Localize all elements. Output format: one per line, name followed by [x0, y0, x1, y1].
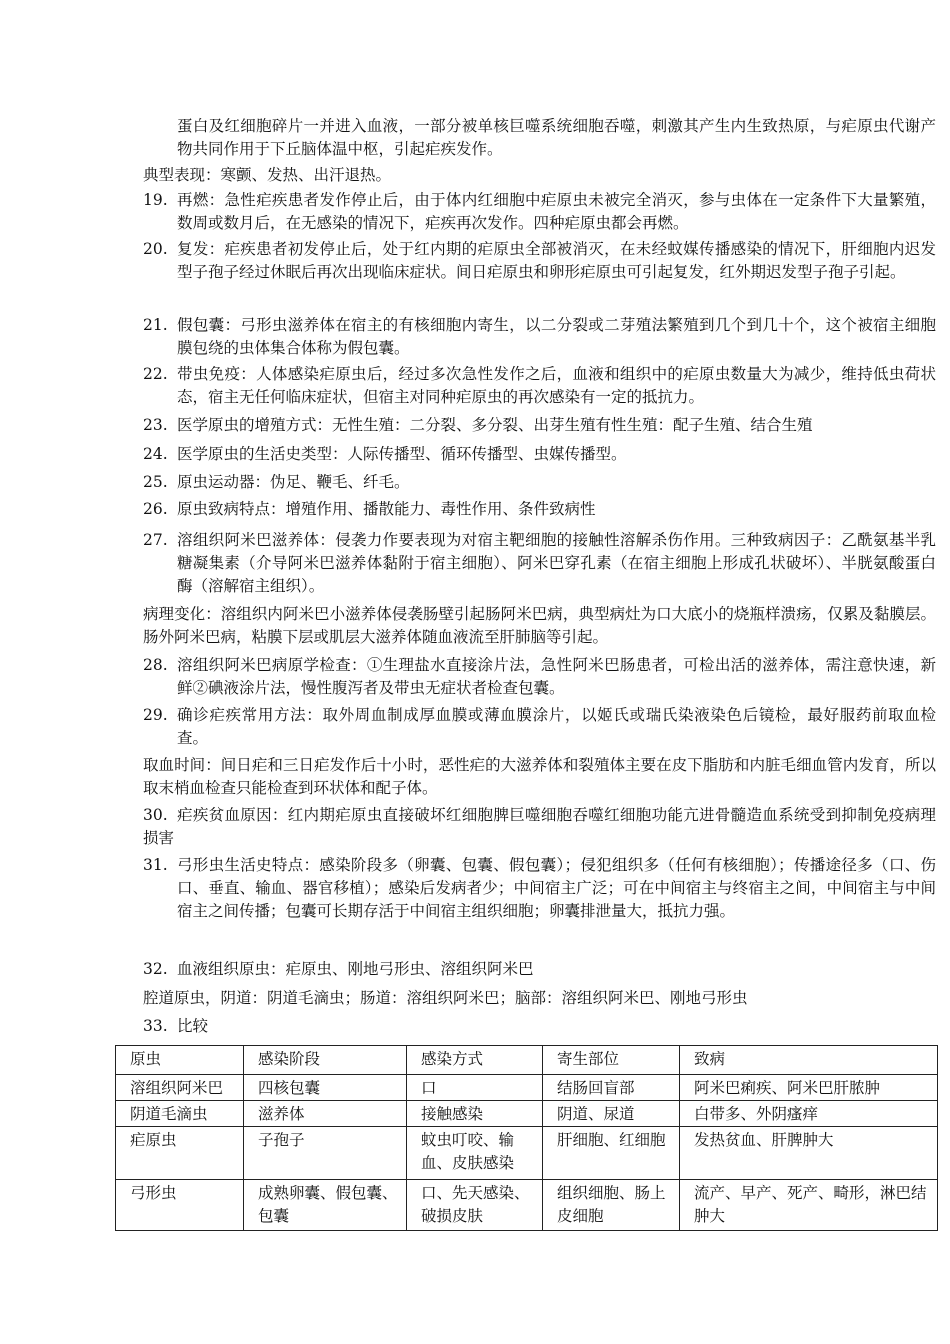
item-21-pseudocyst: 假包囊：弓形虫滋养体在宿主的有核细胞内寄生，以二分裂或二芽殖法繁殖到几个到几十个，这个被宿主细胞膜包绕的虫体集合体称为假包囊。	[177, 316, 936, 357]
item-26-pathogenicity: 原虫致病特点：增殖作用、播散能力、毒性作用、条件致病性	[177, 500, 596, 518]
table-cell: 子孢子	[244, 1127, 407, 1180]
item-number: 26.	[143, 500, 168, 518]
item-number: 29.	[143, 706, 168, 724]
table-cell: 口、先天感染、破损皮肤	[407, 1180, 543, 1231]
item-number: 27.	[143, 531, 168, 549]
table-header-row	[116, 1046, 938, 1075]
item-number: 24.	[143, 445, 168, 463]
item-24-life-cycle-types: 医学原虫的生活史类型：人际传播型、循环传播型、虫媒传播型。	[177, 445, 627, 463]
item-25-locomotion: 原虫运动器：伪足、鞭毛、纤毛。	[177, 473, 410, 491]
table-cell: 成熟卵囊、假包囊、包囊	[244, 1180, 407, 1231]
item-number: 25.	[143, 473, 168, 491]
typical-symptoms: 典型表现：寒颤、发热、出汗退热。	[143, 166, 392, 184]
item-number: 33.	[143, 1017, 168, 1035]
table-row	[116, 1127, 938, 1180]
table-cell: 组织细胞、肠上皮细胞	[543, 1180, 680, 1231]
item-number: 21.	[143, 316, 168, 334]
item-27-trophozoite: 溶组织阿米巴滋养体：侵袭力作要表现为对宿主靶细胞的接触性溶解杀伤作用。三种致病因子：乙酰氨基半乳糖凝集素（介导阿米巴滋养体黏附于宿主细胞）、阿米巴穿孔素（在宿主细胞上形成孔状破坏）、半胱氨酸蛋白酶（溶解宿主组织）。	[177, 531, 936, 595]
table-header-cell: 感染方式	[407, 1046, 543, 1075]
item-number: 30.	[143, 806, 168, 824]
item-number: 31.	[143, 856, 168, 874]
table-cell: 弓形虫	[116, 1180, 244, 1231]
lumen-protozoa: 腔道原虫，阴道：阴道毛滴虫；肠道：溶组织阿米巴；脑部：溶组织阿米巴、刚地弓形虫	[143, 989, 748, 1007]
item-30-anemia: 疟疾贫血原因：红内期疟原虫直接破坏红细胞脾巨噬细胞吞噬红细胞功能亢进骨髓造血系统受到抑制免疫病理损害	[143, 806, 936, 847]
pathology-paragraph: 病理变化：溶组织内阿米巴小滋养体侵袭肠壁引起肠阿米巴病，典型病灶为口大底小的烧瓶样溃疡，仅累及黏膜层。肠外阿米巴病，粘膜下层或肌层大滋养体随血液流至肝肺脑等引起。	[143, 605, 936, 646]
item-19-recrudescence: 再燃：急性疟疾患者发作停止后，由于体内红细胞中疟原虫未被完全消灭，参与虫体在一定条件下大量繁殖，数周或数月后，在无感染的情况下，疟疾再次发作。四种疟原虫都会再燃。	[177, 191, 936, 232]
table-header-cell: 感染阶段	[244, 1046, 407, 1075]
table-header-cell: 致病	[680, 1046, 938, 1075]
table-cell: 口	[407, 1075, 543, 1101]
blood-sampling-time: 取血时间：间日疟和三日疟发作后十小时，恶性疟的大滋养体和裂殖体主要在皮下脂肪和内脏毛细血管内发育，所以取末梢血检查只能检查到环状体和配子体。	[143, 756, 936, 797]
item-33-compare: 比较	[177, 1017, 209, 1035]
table-row	[116, 1075, 938, 1101]
item-28-diagnosis: 溶组织阿米巴病原学检查：①生理盐水直接涂片法，急性阿米巴肠患者，可检出活的滋养体，需注意快速，新鲜②碘液涂片法，慢性腹泻者及带虫无症状者检查包囊。	[177, 656, 936, 697]
item-22-premunition: 带虫免疫：人体感染疟原虫后，经过多次急性发作之后，血液和组织中的疟原虫数量大为减少，维持低虫荷状态，宿主无任何临床症状，但宿主对同种疟原虫的再次感染有一定的抵抗力。	[177, 365, 936, 406]
item-31-toxoplasma: 弓形虫生活史特点：感染阶段多（卵囊、包囊、假包囊）；侵犯组织多（任何有核细胞）；传播途径多（口、伤口、垂直、输血、器官移植）；感染后发病者少；中间宿主广泛；可在中间宿主与终宿主之间，中间宿主与中间宿主之间传播；包囊可长期存活于中间宿主组织细胞；卵囊排泄量大，抵抗力强。	[177, 856, 936, 920]
table-cell: 流产、早产、死产、畸形，淋巴结肿大	[680, 1180, 938, 1231]
table-cell: 发热贫血、肝脾肿大	[680, 1127, 938, 1180]
table-cell: 疟原虫	[116, 1127, 244, 1180]
intro-continuation: 蛋白及红细胞碎片一并进入血液，一部分被单核巨噬系统细胞吞噬，刺激其产生内生致热原，与疟原虫代谢产物共同作用于下丘脑体温中枢，引起疟疾发作。	[177, 117, 936, 158]
table-cell: 白带多、外阴瘙痒	[680, 1101, 938, 1127]
table-header-cell: 寄生部位	[543, 1046, 680, 1075]
table-cell: 蚊虫叮咬、输血、皮肤感染	[407, 1127, 543, 1180]
table-cell: 结肠回盲部	[543, 1075, 680, 1101]
item-number: 22.	[143, 365, 168, 383]
item-number: 28.	[143, 656, 168, 674]
item-number: 19.	[143, 191, 168, 209]
table-cell: 溶组织阿米巴	[116, 1075, 244, 1101]
item-23-reproduction: 医学原虫的增殖方式：无性生殖：二分裂、多分裂、出芽生殖有性生殖：配子生殖、结合生殖	[177, 416, 813, 434]
comparison-table	[115, 1045, 938, 1231]
table-row	[116, 1101, 938, 1127]
table-header-cell: 原虫	[116, 1046, 244, 1075]
table-cell: 接触感染	[407, 1101, 543, 1127]
table-cell: 肝细胞、红细胞	[543, 1127, 680, 1180]
item-number: 20.	[143, 240, 168, 258]
table-row	[116, 1180, 938, 1231]
table-cell: 阴道毛滴虫	[116, 1101, 244, 1127]
item-20-relapse: 复发：疟疾患者初发停止后，处于红内期的疟原虫全部被消灭，在未经蚊媒传播感染的情况下，肝细胞内迟发型子孢子经过休眠后再次出现临床症状。间日疟原虫和卵形疟原虫可引起复发，红外期迟发型子孢子引起。	[177, 240, 936, 281]
table-cell: 四核包囊	[244, 1075, 407, 1101]
table-cell: 阿米巴痢疾、阿米巴肝脓肿	[680, 1075, 938, 1101]
item-29-malaria-diagnosis: 确诊疟疾常用方法：取外周血制成厚血膜或薄血膜涂片，以姬氏或瑞氏染液染色后镜检，最好服药前取血检查。	[177, 706, 936, 747]
item-32-blood-tissue-protozoa: 血液组织原虫：疟原虫、刚地弓形虫、溶组织阿米巴	[177, 960, 534, 978]
table-cell: 滋养体	[244, 1101, 407, 1127]
table-cell: 阴道、尿道	[543, 1101, 680, 1127]
item-number: 32.	[143, 960, 168, 978]
item-number: 23.	[143, 416, 168, 434]
